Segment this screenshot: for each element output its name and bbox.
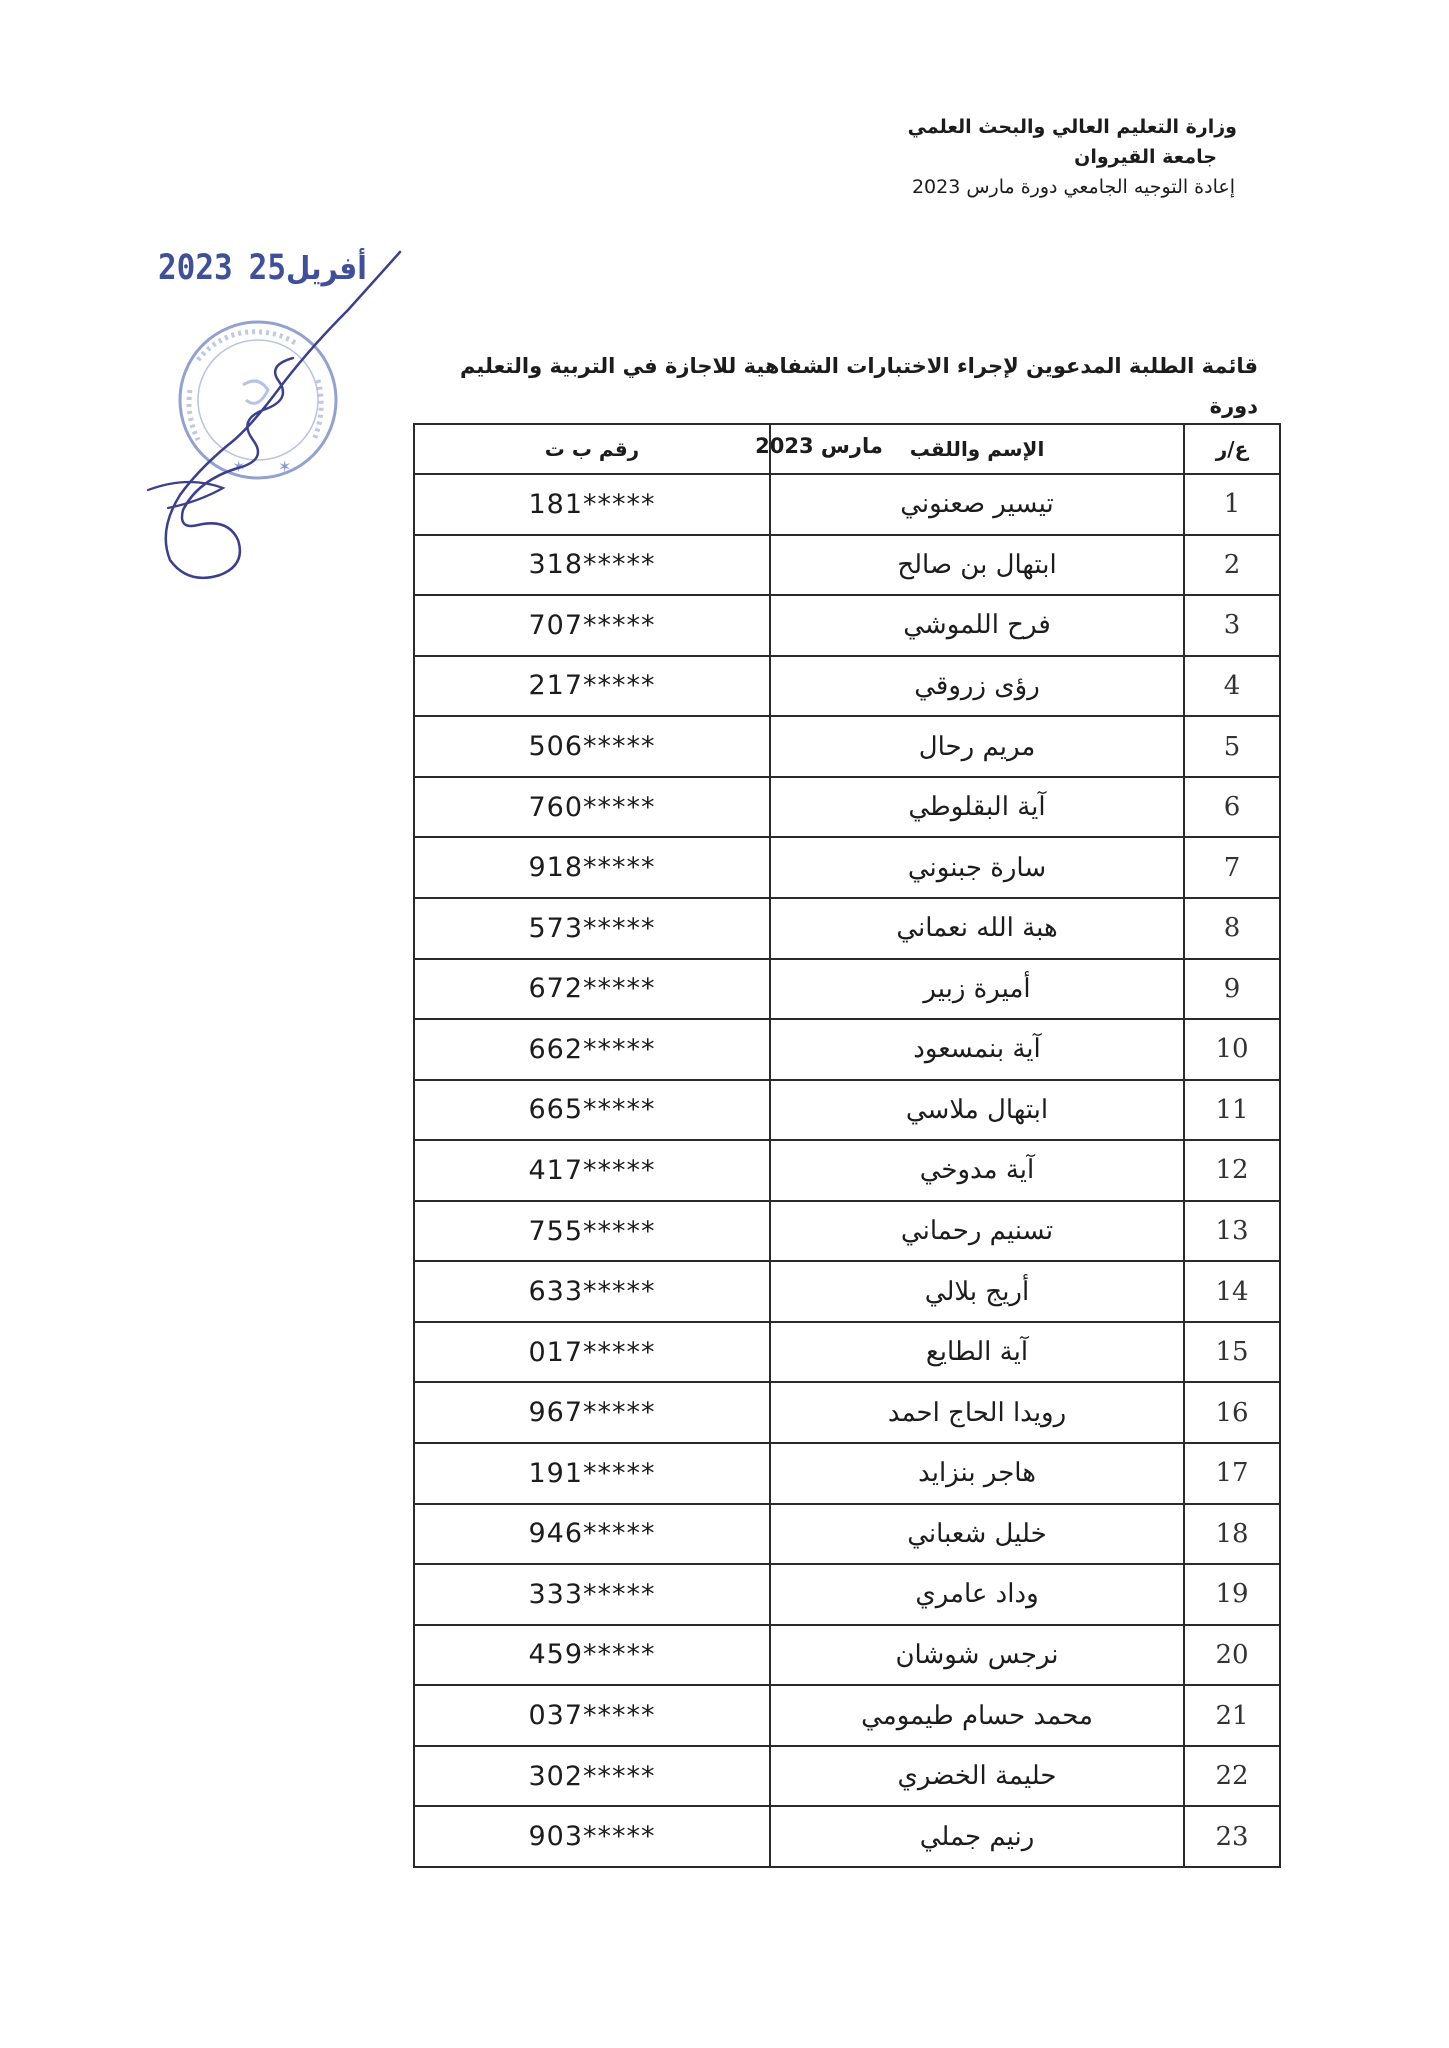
date-stamp-month: أفريل <box>285 250 367 288</box>
students-table <box>413 423 1281 1868</box>
table-body <box>414 474 1280 1867</box>
row-number: 6 <box>1184 777 1280 838</box>
table-row <box>414 898 1280 959</box>
student-name: تيسير صعنوني <box>770 474 1184 535</box>
student-id: 318***** <box>414 535 770 596</box>
student-name: محمد حسام طيمومي <box>770 1685 1184 1746</box>
table-row <box>414 535 1280 596</box>
student-id: 665***** <box>414 1080 770 1141</box>
student-name: فرح اللموشي <box>770 595 1184 656</box>
row-number: 20 <box>1184 1625 1280 1686</box>
table-row <box>414 1201 1280 1262</box>
table-row <box>414 595 1280 656</box>
student-name: آية الطايع <box>770 1322 1184 1383</box>
row-number: 1 <box>1184 474 1280 535</box>
svg-text:✶: ✶ <box>278 457 292 476</box>
date-stamp <box>158 248 381 288</box>
student-name: هاجر بنزايد <box>770 1443 1184 1504</box>
student-id: 946***** <box>414 1504 770 1565</box>
student-name: تسنيم رحماني <box>770 1201 1184 1262</box>
row-number: 2 <box>1184 535 1280 596</box>
university-name: جامعة القيروان <box>1074 146 1217 168</box>
student-name: ابتهال ملاسي <box>770 1080 1184 1141</box>
student-name: مريم رحال <box>770 716 1184 777</box>
row-number: 18 <box>1184 1504 1280 1565</box>
row-number: 15 <box>1184 1322 1280 1383</box>
student-id: 633***** <box>414 1261 770 1322</box>
table-row <box>414 1564 1280 1625</box>
table-row <box>414 1261 1280 1322</box>
row-number: 17 <box>1184 1443 1280 1504</box>
student-id: 672***** <box>414 959 770 1020</box>
student-id: 037***** <box>414 1685 770 1746</box>
student-name: رنيم جملي <box>770 1806 1184 1867</box>
student-id: 333***** <box>414 1564 770 1625</box>
student-id: 417***** <box>414 1140 770 1201</box>
row-number: 4 <box>1184 656 1280 717</box>
table-row <box>414 1322 1280 1383</box>
ministry-name: وزارة التعليم العالي والبحث العلمي <box>907 116 1237 138</box>
student-name: أريج بلالي <box>770 1261 1184 1322</box>
row-number: 22 <box>1184 1746 1280 1807</box>
student-id: 506***** <box>414 716 770 777</box>
official-seal-and-signature <box>128 240 418 600</box>
student-id: 573***** <box>414 898 770 959</box>
row-number: 13 <box>1184 1201 1280 1262</box>
title-line-1: قائمة الطلبة المدعوين لإجراء الاختبارات الشفاهية للاجازة في التربية والتعليم دورة <box>459 354 1258 418</box>
student-name: آية مدوخي <box>770 1140 1184 1201</box>
row-number: 8 <box>1184 898 1280 959</box>
student-id: 760***** <box>414 777 770 838</box>
table-row <box>414 1443 1280 1504</box>
date-stamp-day: 25 <box>248 247 286 289</box>
table-row <box>414 1080 1280 1141</box>
student-name: آية البقلوطي <box>770 777 1184 838</box>
student-name: رؤى زروقي <box>770 656 1184 717</box>
date-stamp-year: 2023 <box>158 247 233 289</box>
student-name: أميرة زبير <box>770 959 1184 1020</box>
row-number: 23 <box>1184 1806 1280 1867</box>
student-name: سارة جبنوني <box>770 837 1184 898</box>
student-id: 017***** <box>414 1322 770 1383</box>
student-id: 302***** <box>414 1746 770 1807</box>
title-line-2: مارس 2023 <box>755 434 883 458</box>
student-id: 918***** <box>414 837 770 898</box>
student-id: 755***** <box>414 1201 770 1262</box>
student-id: 191***** <box>414 1443 770 1504</box>
student-name: ابتهال بن صالح <box>770 535 1184 596</box>
row-number: 11 <box>1184 1080 1280 1141</box>
table-row <box>414 1685 1280 1746</box>
student-id: 181***** <box>414 474 770 535</box>
table-row <box>414 1625 1280 1686</box>
table-row <box>414 837 1280 898</box>
table-row <box>414 656 1280 717</box>
svg-text:✶: ✶ <box>232 457 246 476</box>
student-id: 707***** <box>414 595 770 656</box>
table-row <box>414 716 1280 777</box>
row-number: 7 <box>1184 837 1280 898</box>
row-number: 9 <box>1184 959 1280 1020</box>
row-number: 12 <box>1184 1140 1280 1201</box>
student-id: 217***** <box>414 656 770 717</box>
row-number: 10 <box>1184 1019 1280 1080</box>
table-row <box>414 1504 1280 1565</box>
student-id: 967***** <box>414 1382 770 1443</box>
header-number: ع/ر <box>1184 424 1280 474</box>
row-number: 19 <box>1184 1564 1280 1625</box>
row-number: 3 <box>1184 595 1280 656</box>
student-name: خليل شعباني <box>770 1504 1184 1565</box>
header-id: رقم ب ت <box>414 424 770 474</box>
student-name: حليمة الخضري <box>770 1746 1184 1807</box>
table-row <box>414 1806 1280 1867</box>
student-name: وداد عامري <box>770 1564 1184 1625</box>
table-row <box>414 1746 1280 1807</box>
table-row <box>414 777 1280 838</box>
table-row <box>414 1019 1280 1080</box>
student-id: 459***** <box>414 1625 770 1686</box>
table-row <box>414 959 1280 1020</box>
student-name: نرجس شوشان <box>770 1625 1184 1686</box>
row-number: 14 <box>1184 1261 1280 1322</box>
student-name: هبة الله نعماني <box>770 898 1184 959</box>
row-number: 5 <box>1184 716 1280 777</box>
table-row <box>414 474 1280 535</box>
student-name: رويدا الحاج احمد <box>770 1382 1184 1443</box>
row-number: 16 <box>1184 1382 1280 1443</box>
row-number: 21 <box>1184 1685 1280 1746</box>
table-row <box>414 1140 1280 1201</box>
student-id: 903***** <box>414 1806 770 1867</box>
table-header-row <box>414 424 1280 474</box>
student-name: آية بنمسعود <box>770 1019 1184 1080</box>
table-row <box>414 1382 1280 1443</box>
program-session: إعادة التوجيه الجامعي دورة مارس 2023 <box>911 176 1235 198</box>
letterhead <box>717 112 1237 202</box>
header-name: الإسم واللقب <box>770 424 1184 474</box>
student-id: 662***** <box>414 1019 770 1080</box>
